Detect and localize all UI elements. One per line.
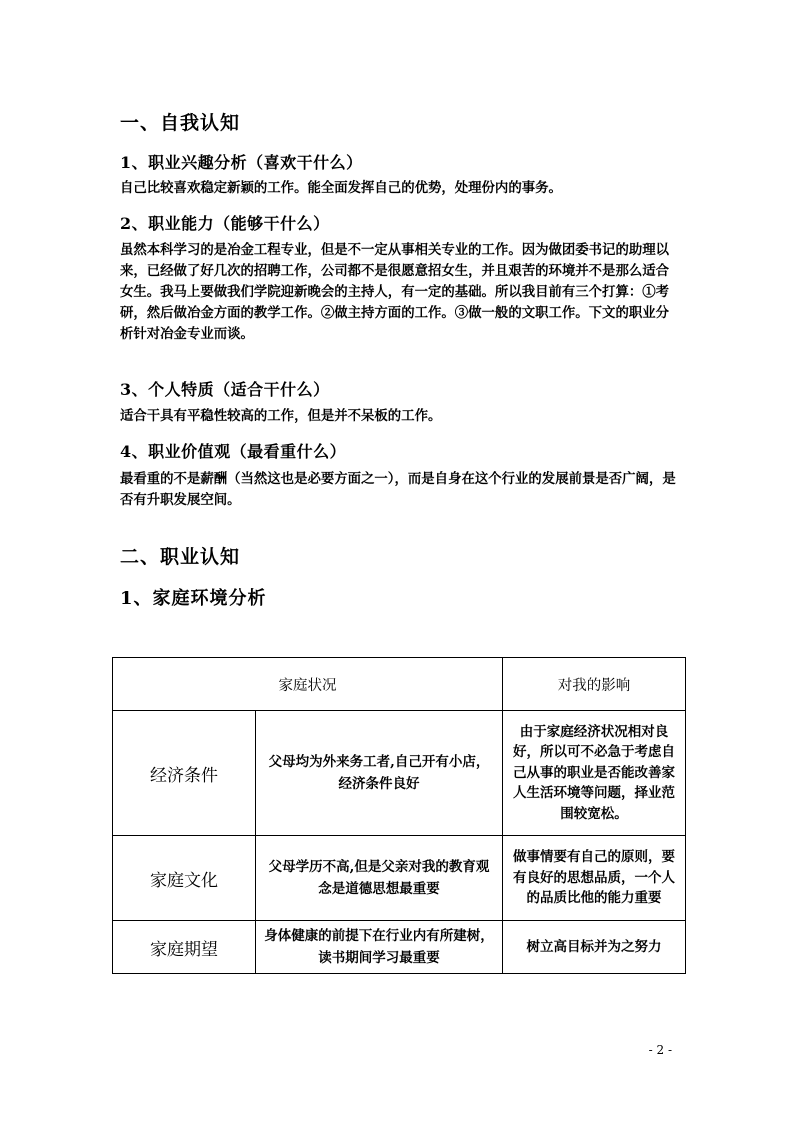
family-table <box>112 657 686 974</box>
section-1-title: 一、自我认知 <box>120 112 241 134</box>
ability-body: 虽然本科学习的是冶金工程专业，但是不一定从事相关专业的工作。因为做团委书记的助理以来，已经做了好几次的招聘工作，公司都不是很愿意招女生，并且艰苦的环境并不是那么适合女生。我马上要做我们学院迎新晚会的主持人，有一定的基础。所以我目前有三个打算：①考研，然后做冶金方面的教学工作。②做主持方面的工作。③做一般的文职工作。下文的职业分析针对冶金专业而谈。 <box>120 242 670 342</box>
row-description: 父母学历不高,但是父亲对我的教育观念是道德思想最重要 <box>256 836 503 921</box>
values-heading: 4、职业价值观（最看重什么） <box>120 442 347 461</box>
row-effect: 树立高目标并为之努力 <box>503 921 686 974</box>
table-row <box>113 921 686 974</box>
ability-heading: 2、职业能力（能够干什么） <box>120 214 330 233</box>
table-row <box>113 836 686 921</box>
interest-heading: 1、职业兴趣分析（喜欢干什么） <box>120 153 363 172</box>
trait-heading: 3、个人特质（适合干什么） <box>120 380 330 399</box>
table-row <box>113 711 686 836</box>
header-effect-on-me: 对我的影响 <box>503 658 686 711</box>
row-category: 经济条件 <box>113 711 256 836</box>
trait-body: 适合干具有平稳性较高的工作，但是并不呆板的工作。 <box>120 408 442 424</box>
row-effect: 由于家庭经济状况相对良好，所以可不必急于考虑自己从事的职业是否能改善家人生活环境等问题，择业范围较宽松。 <box>503 711 686 836</box>
values-body: 最看重的不是薪酬（当然这也是必要方面之一），而是自身在这个行业的发展前景是否广阔，是否有升职发展空间。 <box>120 471 676 508</box>
row-description: 身体健康的前提下在行业内有所建树，读书期间学习最重要 <box>256 921 503 974</box>
table-header-row <box>113 658 686 711</box>
page-number: - 2 - <box>648 1043 672 1057</box>
section-2-title: 二、职业认知 <box>120 546 241 568</box>
header-family-status: 家庭状况 <box>113 658 503 711</box>
row-effect: 做事情要有自己的原则，要有良好的思想品质，一个人的品质比他的能力重要 <box>503 836 686 921</box>
row-description: 父母均为外来务工者,自己开有小店，经济条件良好 <box>256 711 503 836</box>
row-category: 家庭期望 <box>113 921 256 974</box>
row-category: 家庭文化 <box>113 836 256 921</box>
family-analysis-heading: 1、家庭环境分析 <box>120 588 267 609</box>
interest-body: 自己比较喜欢稳定新颖的工作。能全面发挥自己的优势，处理份内的事务。 <box>120 180 562 196</box>
